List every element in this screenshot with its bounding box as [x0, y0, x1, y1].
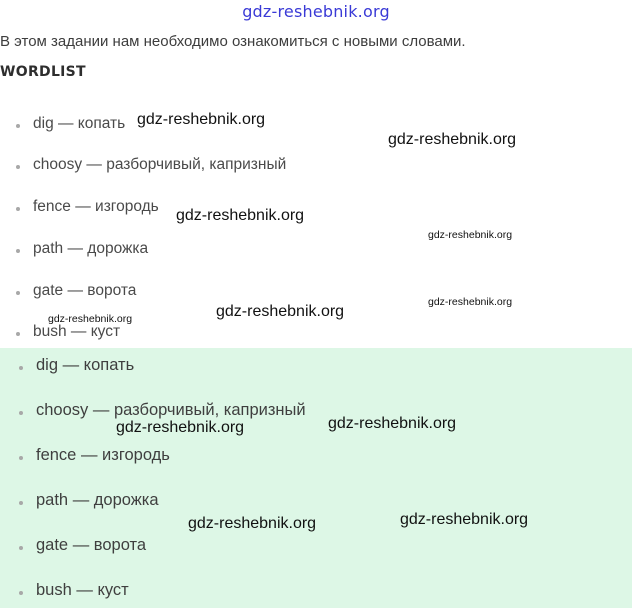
word-item	[33, 115, 125, 133]
watermark: gdz-reshebnik.org	[116, 419, 245, 436]
highlighted-panel	[0, 348, 632, 608]
watermark: gdz-reshebnik.org	[328, 415, 457, 432]
watermark: gdz-reshebnik.org	[176, 207, 305, 224]
watermark: gdz-reshebnik.org	[388, 131, 517, 148]
bullet-icon	[16, 165, 20, 169]
watermark: gdz-reshebnik.org	[428, 296, 513, 308]
bullet-icon	[16, 124, 20, 128]
word-item	[36, 356, 134, 375]
header-watermark: gdz-reshebnik.org	[242, 2, 390, 21]
word-item	[36, 536, 146, 555]
word-item	[33, 156, 286, 174]
word-text: gate — ворота	[36, 536, 147, 554]
word-text: bush — куст	[36, 581, 129, 599]
bullet-icon	[16, 291, 20, 295]
word-text: choosy — разборчивый, капризный	[36, 401, 306, 419]
watermark: gdz-reshebnik.org	[400, 511, 529, 528]
word-text: dig — копать	[36, 356, 135, 374]
bullet-icon	[16, 249, 20, 253]
word-item	[36, 581, 129, 600]
watermark: gdz-reshebnik.org	[137, 111, 266, 128]
word-text: gate — ворота	[33, 282, 137, 299]
bullet-icon	[19, 591, 23, 595]
word-text: path — дорожка	[33, 240, 149, 257]
word-item	[33, 323, 120, 341]
watermark: gdz-reshebnik.org	[188, 515, 317, 532]
word-item	[36, 446, 170, 465]
wordlist-title: WORDLIST	[0, 64, 86, 80]
bullet-icon	[16, 207, 20, 211]
watermark: gdz-reshebnik.org	[428, 229, 513, 241]
word-text: dig — копать	[33, 115, 126, 132]
watermark: gdz-reshebnik.org	[48, 313, 133, 325]
word-text: choosy — разборчивый, капризный	[33, 156, 287, 173]
intro-text: В этом задании нам необходимо ознакомиться с новыми словами.	[0, 33, 466, 50]
word-item	[33, 282, 136, 300]
word-item	[33, 240, 148, 258]
word-text: fence — изгородь	[36, 446, 170, 464]
word-item	[36, 401, 306, 420]
bullet-icon	[16, 332, 20, 336]
word-text: bush — куст	[33, 323, 121, 340]
bullet-icon	[19, 456, 23, 460]
word-item	[36, 491, 159, 510]
word-item	[33, 198, 159, 216]
bullet-icon	[19, 546, 23, 550]
bullet-icon	[19, 501, 23, 505]
bullet-icon	[19, 411, 23, 415]
word-text: path — дорожка	[36, 491, 159, 509]
word-text: fence — изгородь	[33, 198, 159, 215]
watermark: gdz-reshebnik.org	[216, 303, 345, 320]
bullet-icon	[19, 366, 23, 370]
